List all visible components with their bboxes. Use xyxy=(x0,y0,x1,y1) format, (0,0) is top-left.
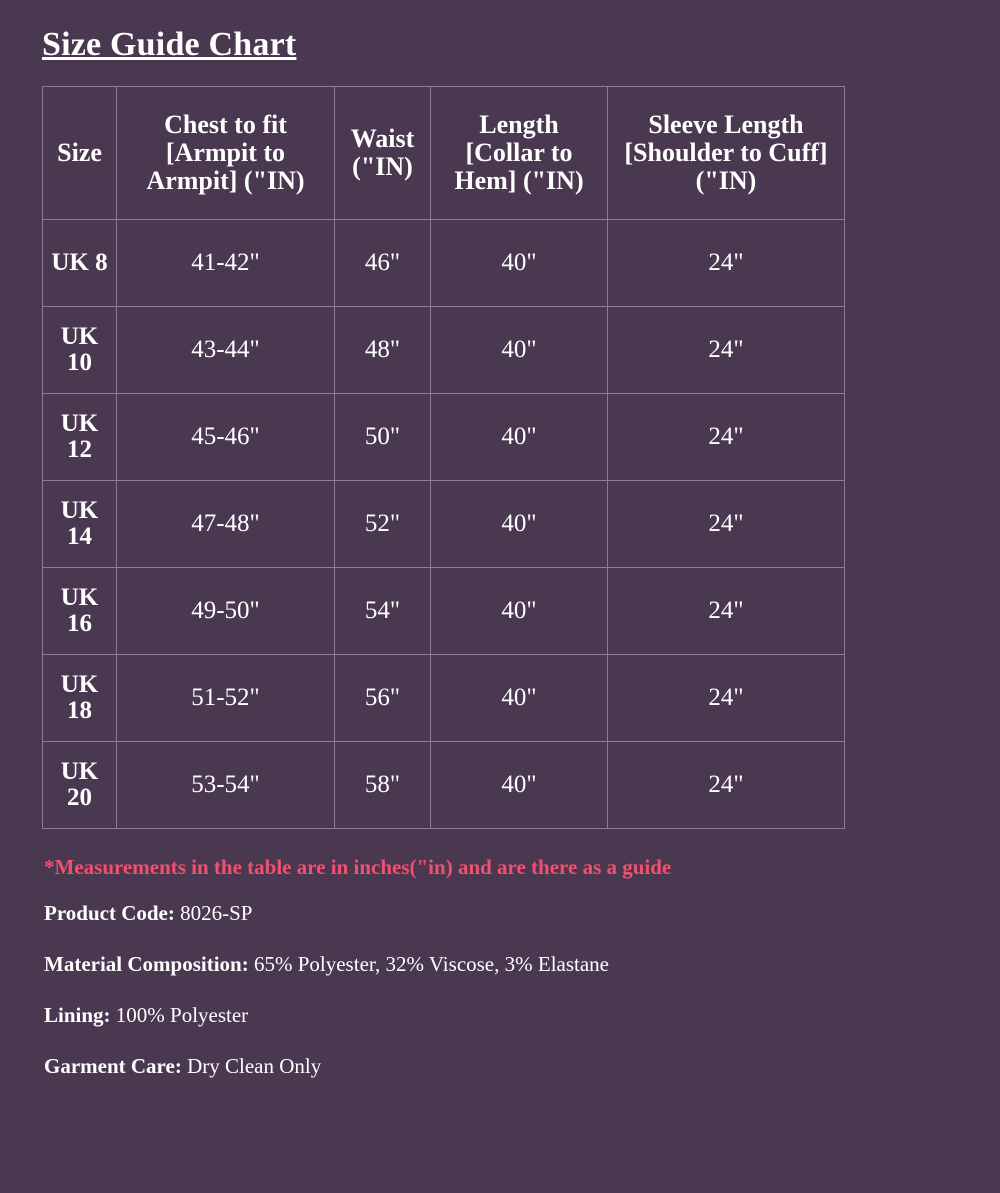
table-header-row xyxy=(43,87,845,220)
table-header xyxy=(43,87,845,220)
cell-chest: 45-46" xyxy=(117,394,335,481)
cell-size: UK 14 xyxy=(43,481,117,568)
table-body xyxy=(43,220,845,829)
column-header-length: Length [Collar to Hem] ("IN) xyxy=(431,87,608,220)
cell-size: UK 16 xyxy=(43,568,117,655)
cell-chest: 41-42" xyxy=(117,220,335,307)
detail-label: Product Code: xyxy=(44,901,175,925)
column-header-chest: Chest to fit [Armpit to Armpit] ("IN) xyxy=(117,87,335,220)
cell-waist: 56" xyxy=(335,655,431,742)
cell-sleeve: 24" xyxy=(608,481,845,568)
cell-size: UK 18 xyxy=(43,655,117,742)
detail-label: Lining: xyxy=(44,1003,111,1028)
cell-size: UK 20 xyxy=(43,742,117,829)
cell-sleeve: 24" xyxy=(608,742,845,829)
table-row xyxy=(43,481,845,568)
detail-value: Dry Clean Only xyxy=(181,1054,322,1079)
cell-chest: 51-52" xyxy=(117,655,335,742)
cell-chest: 53-54" xyxy=(117,742,335,829)
cell-sleeve: 24" xyxy=(608,394,845,481)
detail-product-code xyxy=(44,902,960,925)
cell-size: UK 12 xyxy=(43,394,117,481)
detail-label: Material Composition: xyxy=(44,952,249,977)
cell-waist: 58" xyxy=(335,742,431,829)
cell-size: UK 10 xyxy=(43,307,117,394)
detail-material-composition xyxy=(44,953,960,976)
cell-sleeve: 24" xyxy=(608,655,845,742)
page-title: Size Guide Chart xyxy=(42,26,297,63)
detail-label: Garment Care: xyxy=(44,1054,182,1079)
cell-chest: 49-50" xyxy=(117,568,335,655)
cell-waist: 50" xyxy=(335,394,431,481)
cell-sleeve: 24" xyxy=(608,220,845,307)
table-row xyxy=(43,568,845,655)
detail-value: 8026-SP xyxy=(174,901,253,925)
cell-length: 40" xyxy=(431,307,608,394)
column-header-sleeve: Sleeve Length [Shoulder to Cuff] ("IN) xyxy=(608,87,845,220)
table-row xyxy=(43,394,845,481)
detail-value: 100% Polyester xyxy=(110,1003,249,1028)
cell-sleeve: 24" xyxy=(608,568,845,655)
cell-waist: 46" xyxy=(335,220,431,307)
cell-size: UK 8 xyxy=(43,220,117,307)
cell-chest: 43-44" xyxy=(117,307,335,394)
table-row xyxy=(43,655,845,742)
cell-length: 40" xyxy=(431,220,608,307)
product-details xyxy=(44,902,960,1078)
detail-garment-care xyxy=(44,1055,960,1078)
cell-length: 40" xyxy=(431,655,608,742)
cell-waist: 52" xyxy=(335,481,431,568)
cell-length: 40" xyxy=(431,568,608,655)
column-header-waist: Waist ("IN) xyxy=(335,87,431,220)
cell-length: 40" xyxy=(431,742,608,829)
table-row xyxy=(43,220,845,307)
table-row xyxy=(43,742,845,829)
detail-lining xyxy=(44,1004,960,1027)
table-row xyxy=(43,307,845,394)
size-guide-table xyxy=(42,86,845,829)
measurements-note: *Measurements in the table are in inches("in) and are there as a guide xyxy=(44,855,672,879)
cell-length: 40" xyxy=(431,481,608,568)
cell-length: 40" xyxy=(431,394,608,481)
cell-sleeve: 24" xyxy=(608,307,845,394)
cell-waist: 48" xyxy=(335,307,431,394)
cell-waist: 54" xyxy=(335,568,431,655)
cell-chest: 47-48" xyxy=(117,481,335,568)
detail-value: 65% Polyester, 32% Viscose, 3% Elastane xyxy=(248,952,610,977)
column-header-size: Size xyxy=(43,87,117,220)
